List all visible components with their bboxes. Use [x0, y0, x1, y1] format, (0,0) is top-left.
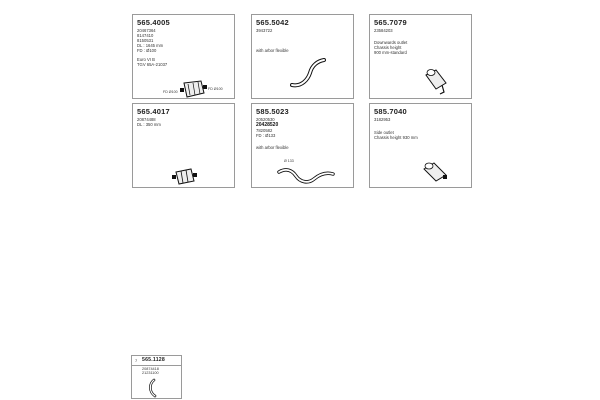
divider [132, 365, 181, 366]
part-line: DL : 1645 mm [137, 43, 164, 48]
bent-pipe-icon [288, 57, 328, 91]
part-line: Chassis height 930 mm [374, 135, 418, 140]
part-line: 8147410 [137, 33, 154, 38]
part-line: Side outlet [374, 130, 394, 135]
part-corner-number: 7 [135, 358, 138, 363]
part-code: 585.5023 [256, 107, 289, 116]
s-pipe-icon [276, 162, 336, 186]
part-card-585-5023[interactable] [251, 103, 354, 188]
part-line: TGV 65A-21037 [137, 62, 168, 67]
curved-pipe-icon [146, 378, 160, 398]
part-line: with arbor flexible [256, 145, 289, 150]
part-line: FD : Ø100 [137, 48, 157, 53]
part-line: 3182953 [374, 117, 391, 122]
part-line: 20874488 [137, 117, 156, 122]
part-line: 23584203 [374, 28, 393, 33]
part-tag: FD Ø100 [208, 87, 223, 91]
part-line: 8150531 [137, 38, 154, 43]
silencer-box-icon [179, 79, 209, 101]
part-code: 565.5042 [256, 18, 289, 27]
part-card-565-1128[interactable] [131, 355, 182, 399]
part-line: 20520530 [256, 117, 275, 122]
part-code: 565.1128 [142, 357, 165, 363]
part-line: 3943722 [256, 28, 273, 33]
part-line: Downwards outlet [374, 40, 408, 45]
part-line: Chassis height [374, 45, 402, 50]
part-code: 565.4017 [137, 107, 170, 116]
part-code: 585.7040 [374, 107, 407, 116]
part-card-565-4005[interactable] [132, 14, 235, 99]
part-line: 900 mm-standard [374, 50, 407, 55]
tailpipe-icon [420, 159, 450, 187]
part-line: Euro VI B [137, 57, 155, 62]
end-pipe-icon [422, 67, 452, 97]
part-card-585-7040[interactable] [369, 103, 472, 188]
part-tag: FD Ø100 [163, 90, 178, 94]
part-card-565-5042[interactable] [251, 14, 354, 99]
part-card-565-7079[interactable] [369, 14, 472, 99]
part-line: 21231100 [142, 371, 159, 375]
silencer-icon [171, 166, 199, 188]
part-line-bold: 20428520 [256, 122, 279, 128]
part-tag: Ø 133 [284, 159, 294, 163]
part-code: 565.7079 [374, 18, 407, 27]
part-line: FD : Ø133 [256, 133, 276, 138]
part-line: 20874418 [142, 367, 159, 371]
part-line: 20467364 [137, 28, 156, 33]
part-card-565-4017[interactable] [132, 103, 235, 188]
part-line: DL : 350 mm [137, 122, 161, 127]
part-line: with arbor flexible [256, 48, 289, 53]
part-code: 565.4005 [137, 18, 170, 27]
part-line: 7820582 [256, 128, 273, 133]
